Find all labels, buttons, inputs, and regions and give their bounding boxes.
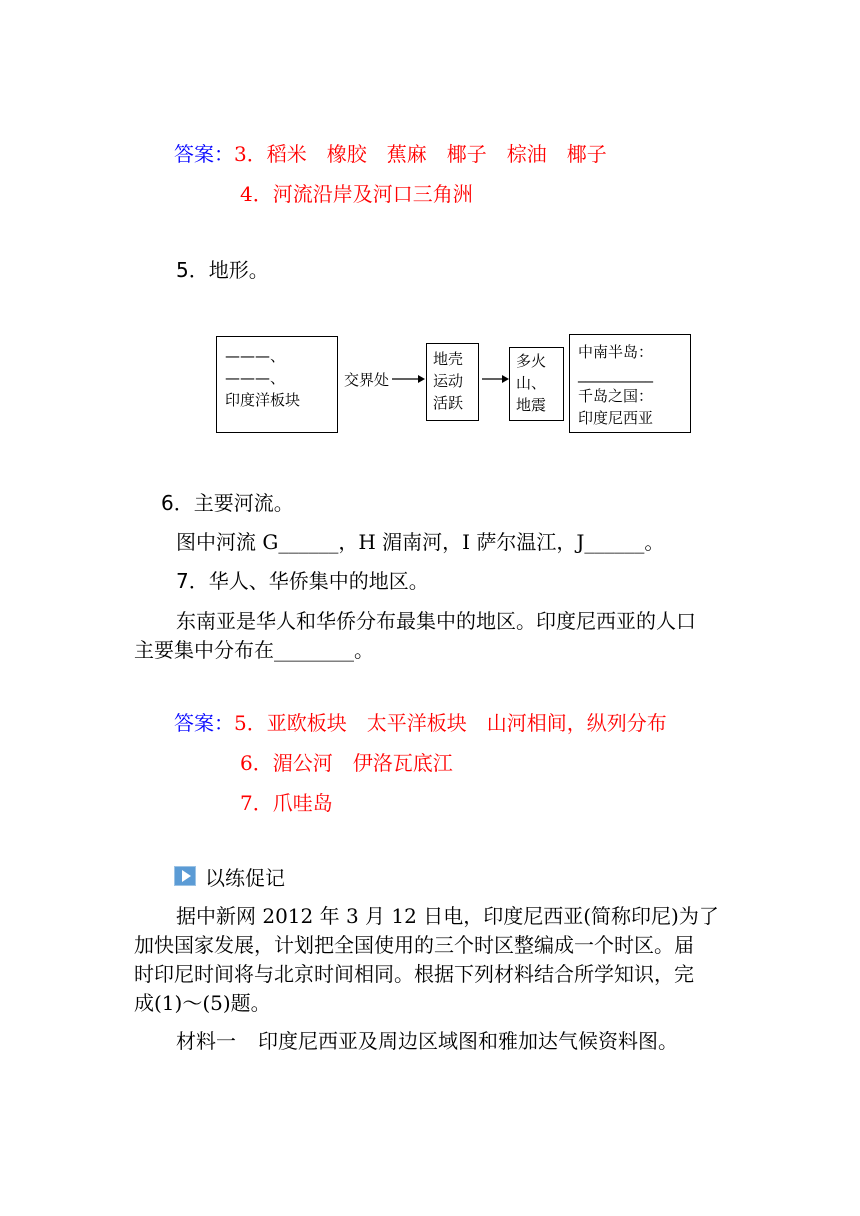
diagram-text: 运动 (433, 372, 464, 390)
play-icon (174, 866, 196, 886)
answer-line-4: 6．湄公河 伊洛瓦底江 (240, 751, 453, 775)
arrow-right-icon (392, 372, 426, 386)
diagram-blank: __________ (578, 365, 653, 383)
diagram-text: 地壳 (433, 350, 464, 368)
section-heading-7: 7．华人、华侨集中的地区。 (176, 569, 429, 593)
diagram-text: 活跃 (433, 394, 464, 412)
practice-para-2: 加快国家发展，计划把全国使用的三个时区整编成一个时区。届 (134, 933, 694, 957)
diagram-text: 山、 (516, 374, 547, 392)
answer-line-5: 7．爪哇岛 (240, 791, 333, 815)
answer-line-3 (174, 710, 667, 736)
section-heading-5: 5．地形。 (176, 258, 269, 282)
arrow-label: 交界处 (344, 371, 390, 389)
diagram-plate-label: 印度洋板块 (225, 391, 301, 409)
practice-para-4: 成(1)～(5)题。 (134, 991, 271, 1015)
material-line (176, 1028, 678, 1054)
diagram-text: 印度尼西亚 (578, 409, 654, 427)
practice-title: 以练促记 (205, 866, 285, 890)
section-7-para-1: 东南亚是华人和华侨分布最集中的地区。印度尼西亚的人口 (176, 609, 696, 633)
practice-para-3: 时印尼时间将与北京时间相同。根据下列材料结合所学知识，完 (134, 962, 694, 986)
material-label: 材料一 (176, 1029, 236, 1053)
section-heading-6: 6．主要河流。 (161, 491, 294, 515)
section-7-para-2: 主要集中分布在________。 (134, 638, 374, 662)
diagram-text: 地震 (516, 396, 547, 414)
material-text: 印度尼西亚及周边区域图和雅加达气候资料图。 (258, 1029, 678, 1053)
section-6-text: 图中河流 G______，H 湄南河，Ⅰ 萨尔温江，J______。 (176, 530, 665, 554)
diagram-blank-1: ———、 (225, 347, 286, 365)
diagram-box-plates (216, 336, 338, 433)
diagram-text: 千岛之国： (578, 387, 654, 405)
diagram-text: 多火 (516, 352, 547, 370)
answer-label: 答案： (174, 142, 234, 166)
diagram-box-volcano (509, 347, 564, 421)
answer-line-2: 4．河流沿岸及河口三角洲 (240, 182, 473, 206)
answer-line-1 (174, 141, 607, 167)
answer-text: 5．亚欧板块 太平洋板块 山河相间，纵列分布 (234, 711, 667, 735)
practice-para-1: 据中新网 2012 年 3 月 12 日电，印度尼西亚(简称印尼)为了 (176, 904, 719, 928)
answer-label: 答案： (174, 711, 234, 735)
diagram-text: 中南半岛： (578, 343, 654, 361)
arrow-right-icon (482, 372, 510, 386)
diagram-box-regions (569, 334, 691, 433)
diagram-blank-2: ———、 (225, 369, 286, 387)
answer-text: 3．稻米 橡胶 蕉麻 椰子 棕油 椰子 (234, 142, 607, 166)
diagram-box-crust (426, 343, 479, 421)
